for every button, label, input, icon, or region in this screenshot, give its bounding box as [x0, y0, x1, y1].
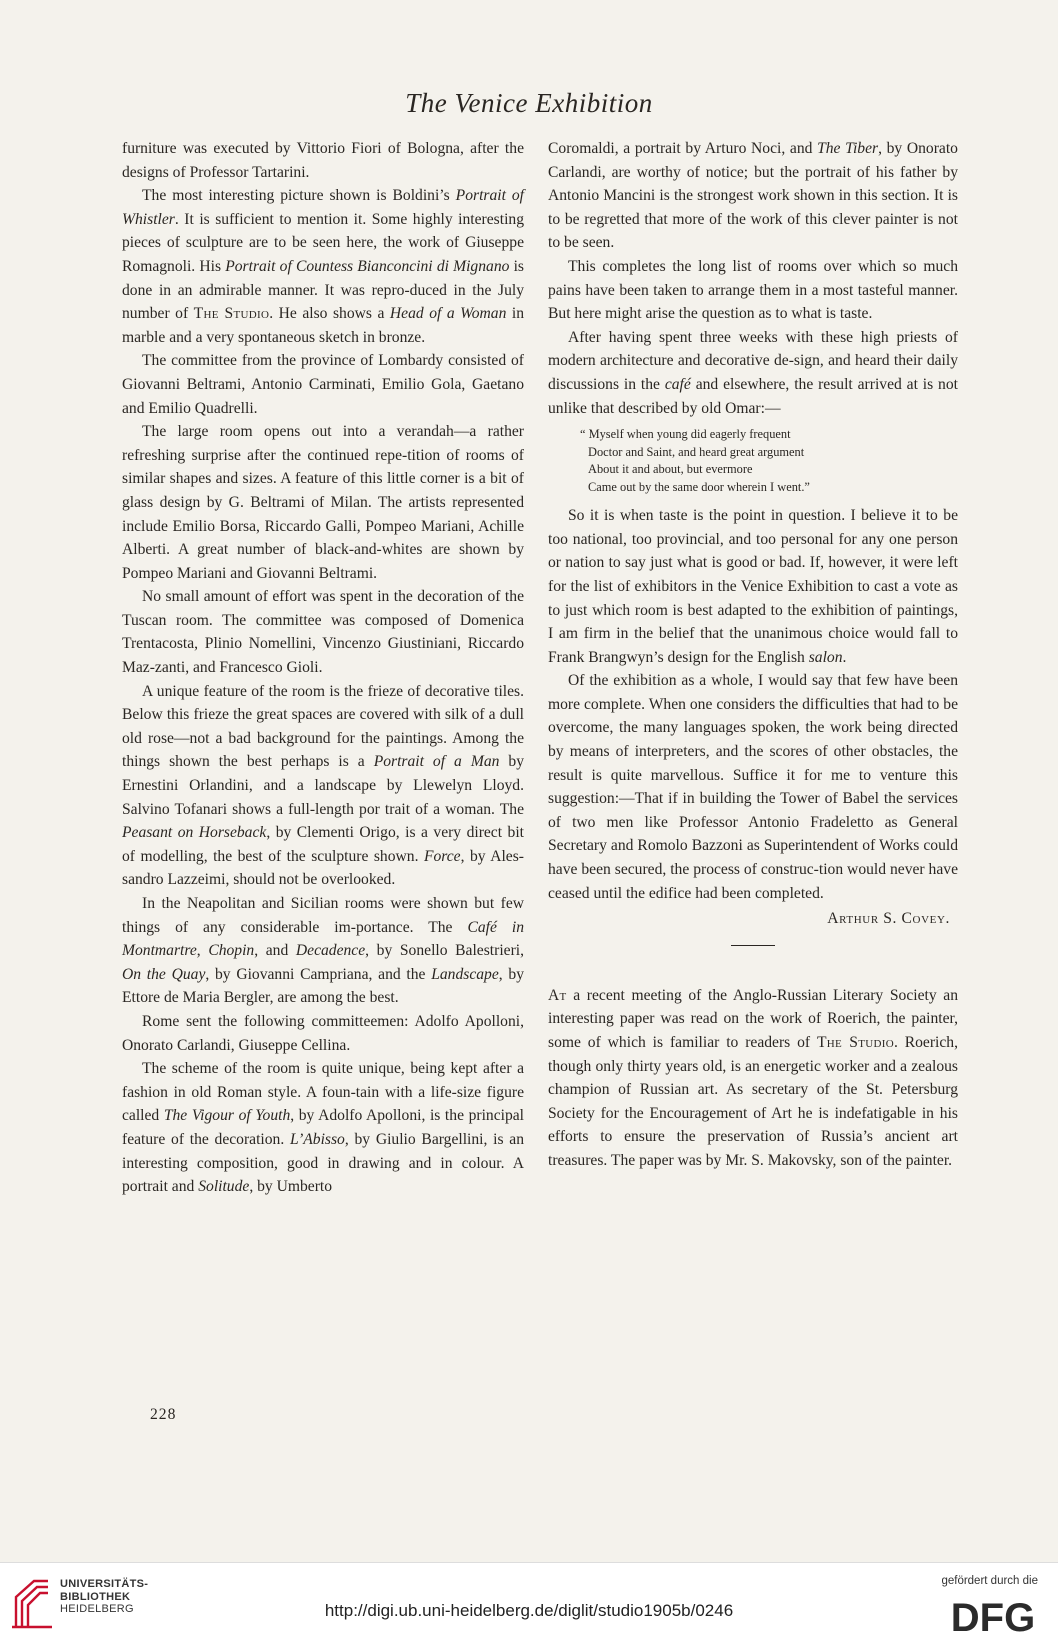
italic-title: On the Quay	[122, 965, 206, 983]
funded-by-label: gefördert durch die	[941, 1575, 1038, 1587]
text-run: a recent meeting of the Anglo-Russian Literary Society an interesting paper was read on the work of Roerich, the painter, some of which is familiar to readers of	[548, 986, 958, 1051]
italic-title: Portrait of Countess Bianconcini di Mignano	[225, 257, 510, 275]
notice-paragraph	[548, 984, 958, 1173]
paragraph	[548, 669, 958, 905]
text-run: in marble and a very spontaneous sketch in bronze.	[122, 305, 525, 346]
italic-title: The Tiber	[817, 140, 879, 157]
permalink-url[interactable]: http://digi.ub.uni-heidelberg.de/diglit/studio1905b/0246	[324, 1601, 734, 1620]
italic-title: Landscape	[431, 965, 499, 983]
verse-line: Came out by the same door wherein I went.”	[588, 479, 810, 494]
italic-title: café	[664, 375, 691, 393]
text-run: , by Giovanni Campriana, and the	[205, 965, 432, 983]
text-run: is done in an admirable manner. It was repro-duced in the July number of	[122, 257, 524, 323]
small-caps-text: The Studio	[816, 1034, 894, 1051]
text-run: In the Neapolitan and Sicilian rooms were shown but few things of any considerable im-portance. The	[122, 895, 524, 936]
text-run: by Ernestini Orlandini, and a landscape by Llewelyn Lloyd. Salvino Tofanari shows a full-length por trait of a woman. The	[122, 753, 524, 818]
paragraph	[122, 184, 524, 349]
text-run: The large room opens out into a verandah—a rather refreshing surprise after the continued repe-tition of rooms of similar shapes and sizes. A feature of this little corner is a bit of glass design by G. Beltrami of Milan. The artists represented include Emilio Borsa, Riccardo Galli, Pompeo Mariani, Achille Alberti. A great number of black-and-whites are shown by Pompeo Mariani and Giovanni Beltrami.	[122, 423, 524, 582]
verse-line: “ Myself when young did eagerly frequent	[580, 427, 791, 442]
italic-title: Solitude	[198, 1178, 250, 1196]
paragraph	[548, 504, 958, 669]
text-run: . He also shows a	[269, 305, 390, 323]
author-signature: Arthur S. Covey.	[827, 910, 950, 928]
text-run: . Roerich, though only thirty years old, is an energetic worker and a zealous champion of Russian art. As secretary of the St. Petersburg Society for the Encouragement of Art he is indefatigable in his efforts to ensure the preservation of Russia’s ancient art treasures. The paper was by Mr. S. Makovsky, son of the painter.	[548, 1034, 958, 1169]
text-run: , by Clementi Origo, is a very direct bit of modelling, the best of the sculpture shown.	[122, 824, 524, 865]
paragraph	[122, 892, 524, 1010]
small-caps-text: At	[548, 986, 567, 1004]
italic-title: salon	[808, 648, 843, 666]
paragraph	[122, 585, 524, 679]
text-run: .	[842, 648, 847, 666]
right-column	[548, 137, 958, 1173]
italic-title: Force	[423, 847, 461, 865]
verse-line: Doctor and Saint, and heard great argument	[588, 444, 805, 459]
library-name-line: UNIVERSITÄTS-	[60, 1578, 149, 1590]
text-run: , by Ales-sandro Lazzeimi, should not be overlooked.	[122, 847, 524, 889]
italic-title: L’Abisso	[289, 1130, 345, 1148]
paragraph	[122, 349, 524, 420]
library-name-line: HEIDELBERG	[60, 1603, 134, 1615]
text-run: Of the exhibition as a whole, I would say that few have been more complete. When one considers the difficulties that had to be overcome, the many languages spoken, the work being directed by means of interpreters, and the scores of other obstacles, the result is quite marvellous. Suffice it for me to venture this suggestion:—That if in building the Tower of Babel the services of two men like Professor Antonio Fradeletto as General Secretary and Romolo Bazzoni as Superintendent of Works could have been secured, the process of construc-tion would never have ceased until the edifice had been completed.	[548, 672, 958, 902]
paragraph	[122, 420, 524, 585]
text-run: , by Onorato Carlandi, are worthy of notice; but the portrait of his father by Antonio Mancini is the strongest work shown in this section. It is to be regretted that more of the work of this clever painter is not to be seen.	[548, 140, 958, 252]
text-run: The most interesting picture shown is Boldini’s	[142, 187, 456, 205]
small-caps-text: The Studio	[193, 305, 270, 323]
text-run: , by Ettore de Maria Bergler, are among the best.	[122, 965, 524, 1007]
right-column-top	[548, 137, 958, 420]
text-run: Coromaldi, a portrait by Arturo Noci, and	[548, 140, 818, 157]
dfg-logo-icon	[944, 1595, 1042, 1635]
verse-quotation	[580, 426, 958, 496]
italic-title: Head of a Woman	[389, 305, 507, 323]
italic-title: Decadence	[295, 942, 366, 960]
italic-title: Chopin	[208, 942, 255, 960]
left-column	[122, 137, 524, 1199]
text-run: The scheme of the room is quite unique, being kept after a fashion in old Roman style. A foun-tain with a life-size figure called	[122, 1060, 524, 1125]
text-run: The committee from the province of Lombardy consisted of Giovanni Beltrami, Antonio Carminati, Emilio Gola, Gaetano and Emilio Quadrelli.	[122, 352, 524, 417]
text-run: After having spent three weeks with these high priests of modern architecture and decorative de-sign, and heard their daily discussions in the	[548, 328, 958, 393]
text-run: This completes the long list of rooms over which so much pains have been taken to arrange them in a most tasteful manner. But here might arise the question as to what is taste.	[548, 257, 958, 323]
running-head: The Venice Exhibition	[405, 88, 653, 118]
paragraph	[548, 326, 958, 420]
italic-title: Portrait of Whistler	[122, 187, 525, 228]
text-run: , and	[254, 942, 296, 960]
page-number: 228	[150, 1406, 177, 1423]
text-run: , by Sonello Balestrieri,	[365, 942, 524, 960]
footer-bar	[0, 1562, 1058, 1642]
italic-title: Peasant on Horseback	[122, 824, 267, 842]
paragraph	[122, 1057, 524, 1199]
paragraph	[548, 984, 958, 1173]
dfg-logo-text: DFG	[950, 1596, 1036, 1635]
text-run: Rome sent the following committeemen: Adolfo Apolloni, Onorato Carlandi, Giuseppe Cellina.	[122, 1012, 524, 1054]
paragraph	[122, 1010, 524, 1057]
verse-line: About it and about, but evermore	[588, 462, 753, 477]
right-column-bottom	[548, 504, 958, 905]
text-run: , by Adolfo Apolloni, is the principal feature of the decoration.	[122, 1107, 525, 1148]
text-run: , by Giulio Bargellini, is an interesting composition, good in drawing and in colour. A portrait and	[122, 1130, 524, 1196]
section-divider	[731, 945, 775, 946]
paragraph	[548, 255, 958, 326]
text-run: A unique feature of the room is the frieze of decorative tiles. Below this frieze the great spaces are covered with silk of a dull old rose—not a bad background for the paintings. Among the things shown the best perhaps is a	[122, 682, 524, 771]
text-run: ,	[196, 942, 209, 960]
text-run: So it is when taste is the point in question. I believe it to be too national, too provincial, and too personal for any one person or nation to say just what is good or bad. If, however, it were left for the list of exhibitors in the Venice Exhibition to cast a vote as to just which room is best adapted to the exhibition of paintings, I am firm in the belief that the unanimous choice would fall to Frank Brangwyn’s design for the English	[548, 507, 958, 666]
text-run: . It is sufficient to mention it. Some highly interesting pieces of sculpture are to be seen here, the work of Giuseppe Romagnoli. His	[122, 210, 524, 275]
italic-title: Café in Montmartre	[122, 918, 525, 960]
library-name-line: BIBLIOTHEK	[60, 1590, 131, 1603]
text-run: , by Umberto	[249, 1178, 333, 1196]
italic-title: Portrait of a Man	[373, 753, 500, 771]
paragraph	[548, 137, 958, 255]
text-run: and elsewhere, the result arrived at is not unlike that described by old Omar:—	[548, 375, 958, 417]
italic-title: The Vigour of Youth	[163, 1107, 291, 1125]
paragraph	[122, 680, 524, 892]
text-run: furniture was executed by Vittorio Fiori of Bologna, after the designs of Professor Tartarini.	[122, 140, 524, 181]
text-run: No small amount of effort was spent in the decoration of the Tuscan room. The committee was composed of Domenica Trentacosta, Plinio Nomellini, Vincenzo Giustiniani, Riccardo Maz-zanti, and Francesco Gioli.	[122, 588, 524, 677]
paragraph	[122, 137, 524, 184]
